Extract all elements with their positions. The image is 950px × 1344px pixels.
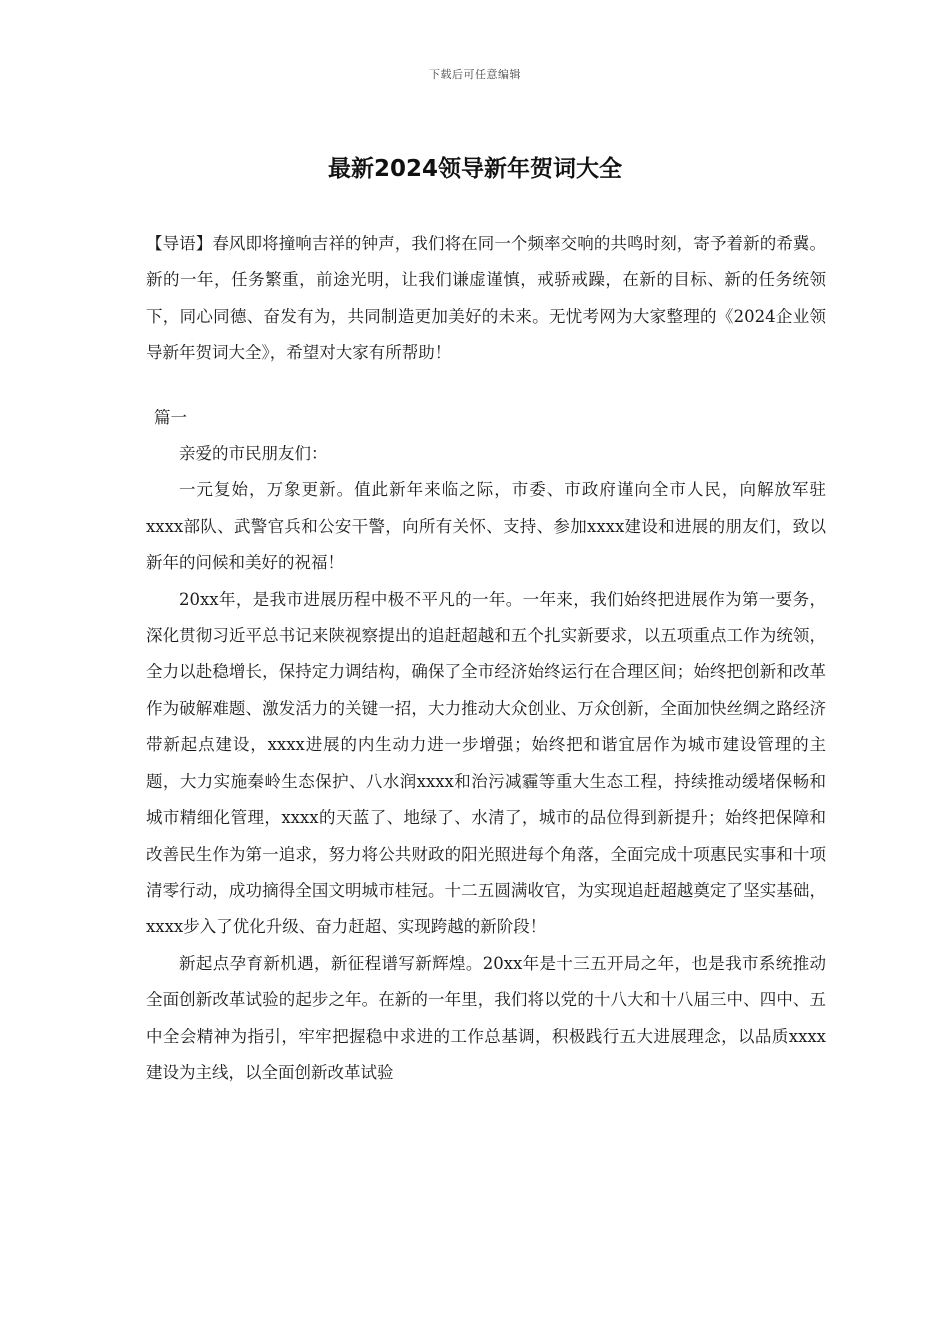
- body-paragraph-1: 一元复始，万象更新。值此新年来临之际，市委、市政府谨向全市人民，向解放军驻xxxx部队、武警官兵和公安干警，向所有关怀、支持、参加xxxx建设和进展的朋友们，致以新年的问候和美好的祝福！: [146, 480, 826, 573]
- body-paragraph-2: 20xx年，是我市进展历程中极不平凡的一年。一年来，我们始终把进展作为第一要务，深化贯彻习近平总书记来陕视察提出的追赶超越和五个扎实新要求，以五项重点工作为统领，全力以赴稳增长，保持定力调结构，确保了全市经济始终运行在合理区间；始终把创新和改革作为破解难题、激发活力的关键一招，大力推动大众创业、万众创新，全面加快丝绸之路经济带新起点建设，xxxx进展的内生动力进一步增强；始终把和谐宜居作为城市建设管理的主题，大力实施秦岭生态保护、八水润xxxx和治污减霾等重大生态工程，持续推动缓堵保畅和城市精细化管理，xxxx的天蓝了、地绿了、水清了，城市的品位得到新提升；始终把保障和改善民生作为第一追求，努力将公共财政的阳光照进每个角落，全面完成十项惠民实事和十项清零行动，成功摘得全国文明城市桂冠。十二五圆满收官，为实现追赶超越奠定了坚实基础，xxxx步入了优化升级、奋力赶超、实现跨越的新阶段！: [146, 589, 826, 937]
- document-body: [146, 226, 826, 1091]
- section-heading: 篇一: [154, 407, 187, 427]
- header-note: 下载后可任意编辑: [429, 68, 521, 81]
- intro-paragraph: 【导语】春风即将撞响吉祥的钟声，我们将在同一个频率交响的共鸣时刻，寄予着新的希冀。新的一年，任务繁重，前途光明，让我们谦虚谨慎，戒骄戒躁，在新的目标、新的任务统领下，同心同德、奋发有为，共同制造更加美好的未来。无忧考网为大家整理的《2024企业领导新年贺词大全》，希望对大家有所帮助！: [146, 234, 826, 363]
- greeting-line: 亲爱的市民朋友们：: [179, 444, 328, 464]
- body-paragraph-3: 新起点孕育新机遇，新征程谱写新辉煌。20xx年是十三五开局之年，也是我市系统推动全面创新改革试验的起步之年。在新的一年里，我们将以党的十八大和十八届三中、四中、五中全会精神为指引，牢牢把握稳中求进的工作总基调，积极践行五大进展理念，以品质xxxx建设为主线，以全面创新改革试验: [146, 953, 826, 1082]
- document-title: 最新2024领导新年贺词大全: [327, 156, 622, 182]
